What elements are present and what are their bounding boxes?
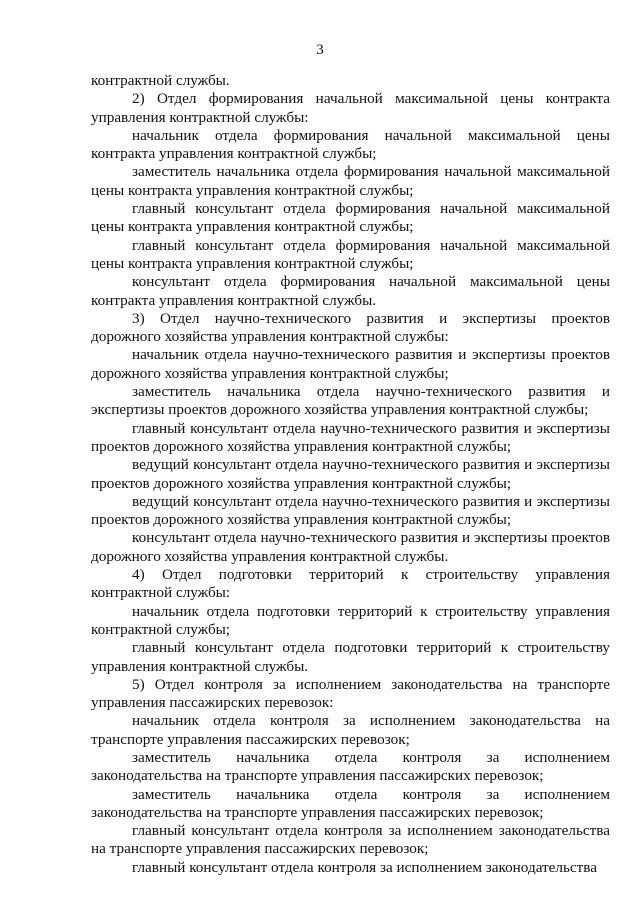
body-paragraph: начальник отдела формирования начальной максимальной цены контракта управления контрактной службы; — [91, 126, 610, 163]
body-paragraph: главный консультант отдела формирования начальной максимальной цены контракта управления контрактной службы; — [91, 236, 610, 272]
page-number: 3 — [316, 42, 324, 58]
body-paragraph: заместитель начальника отдела контроля за исполнением законодательства на транспорте управления пассажирских перевозок; — [91, 748, 610, 785]
body-paragraph: начальник отдела научно-технического развития и экспертизы проектов дорожного хозяйства управления контрактной службы; — [91, 346, 610, 382]
body-paragraph: ведущий консультант отдела научно-технического развития и экспертизы проектов дорожного хозяйства управления контрактной службы; — [91, 456, 610, 492]
body-paragraph: главный консультант отдела научно-технического развития и экспертизы проектов дорожного хозяйства управления контрактной службы; — [91, 419, 610, 455]
body-paragraph: 3) Отдел научно-технического развития и экспертизы проектов дорожного хозяйства управления контрактной службы: — [91, 309, 610, 346]
body-paragraph: ведущий консультант отдела научно-технического развития и экспертизы проектов дорожного хозяйства управления контрактной службы; — [91, 492, 610, 529]
body-paragraph: главный консультант отдела контроля за исполнением законодательства — [132, 858, 598, 876]
document-body — [91, 72, 610, 877]
body-paragraph: 2) Отдел формирования начальной максимальной цены контракта управления контрактной службы: — [91, 90, 610, 126]
body-paragraph: заместитель начальника отдела контроля за исполнением законодательства на транспорте управления пассажирских перевозок; — [91, 785, 610, 821]
body-paragraph: 4) Отдел подготовки территорий к строительству управления контрактной службы: — [91, 566, 610, 602]
body-paragraph: контрактной службы. — [91, 72, 230, 89]
body-paragraph: 5) Отдел контроля за исполнением законодательства на транспорте управления пассажирских перевозок: — [91, 675, 610, 712]
body-paragraph: начальник отдела подготовки территорий к строительству управления контрактной службы; — [91, 602, 610, 638]
body-paragraph: консультант отдела формирования начальной максимальной цены контракта управления контрактной службы. — [91, 273, 610, 309]
body-paragraph: главный консультант отдела контроля за исполнением законодательства на транспорте управления пассажирских перевозок; — [91, 822, 610, 858]
body-paragraph: консультант отдела научно-технического развития и экспертизы проектов дорожного хозяйства управления контрактной службы. — [91, 529, 610, 565]
body-paragraph: заместитель начальника отдела научно-технического развития и экспертизы проектов дорожного хозяйства управления контрактной службы; — [91, 383, 610, 419]
body-paragraph: главный консультант отдела формирования начальной максимальной цены контракта управления контрактной службы; — [91, 200, 610, 236]
body-paragraph: заместитель начальника отдела формирования начальной максимальной цены контракта управления контрактной службы; — [91, 163, 610, 199]
body-paragraph: начальник отдела контроля за исполнением законодательства на транспорте управления пассажирских перевозок; — [91, 712, 610, 748]
body-paragraph: главный консультант отдела подготовки территорий к строительству управления контрактной службы. — [91, 639, 610, 675]
